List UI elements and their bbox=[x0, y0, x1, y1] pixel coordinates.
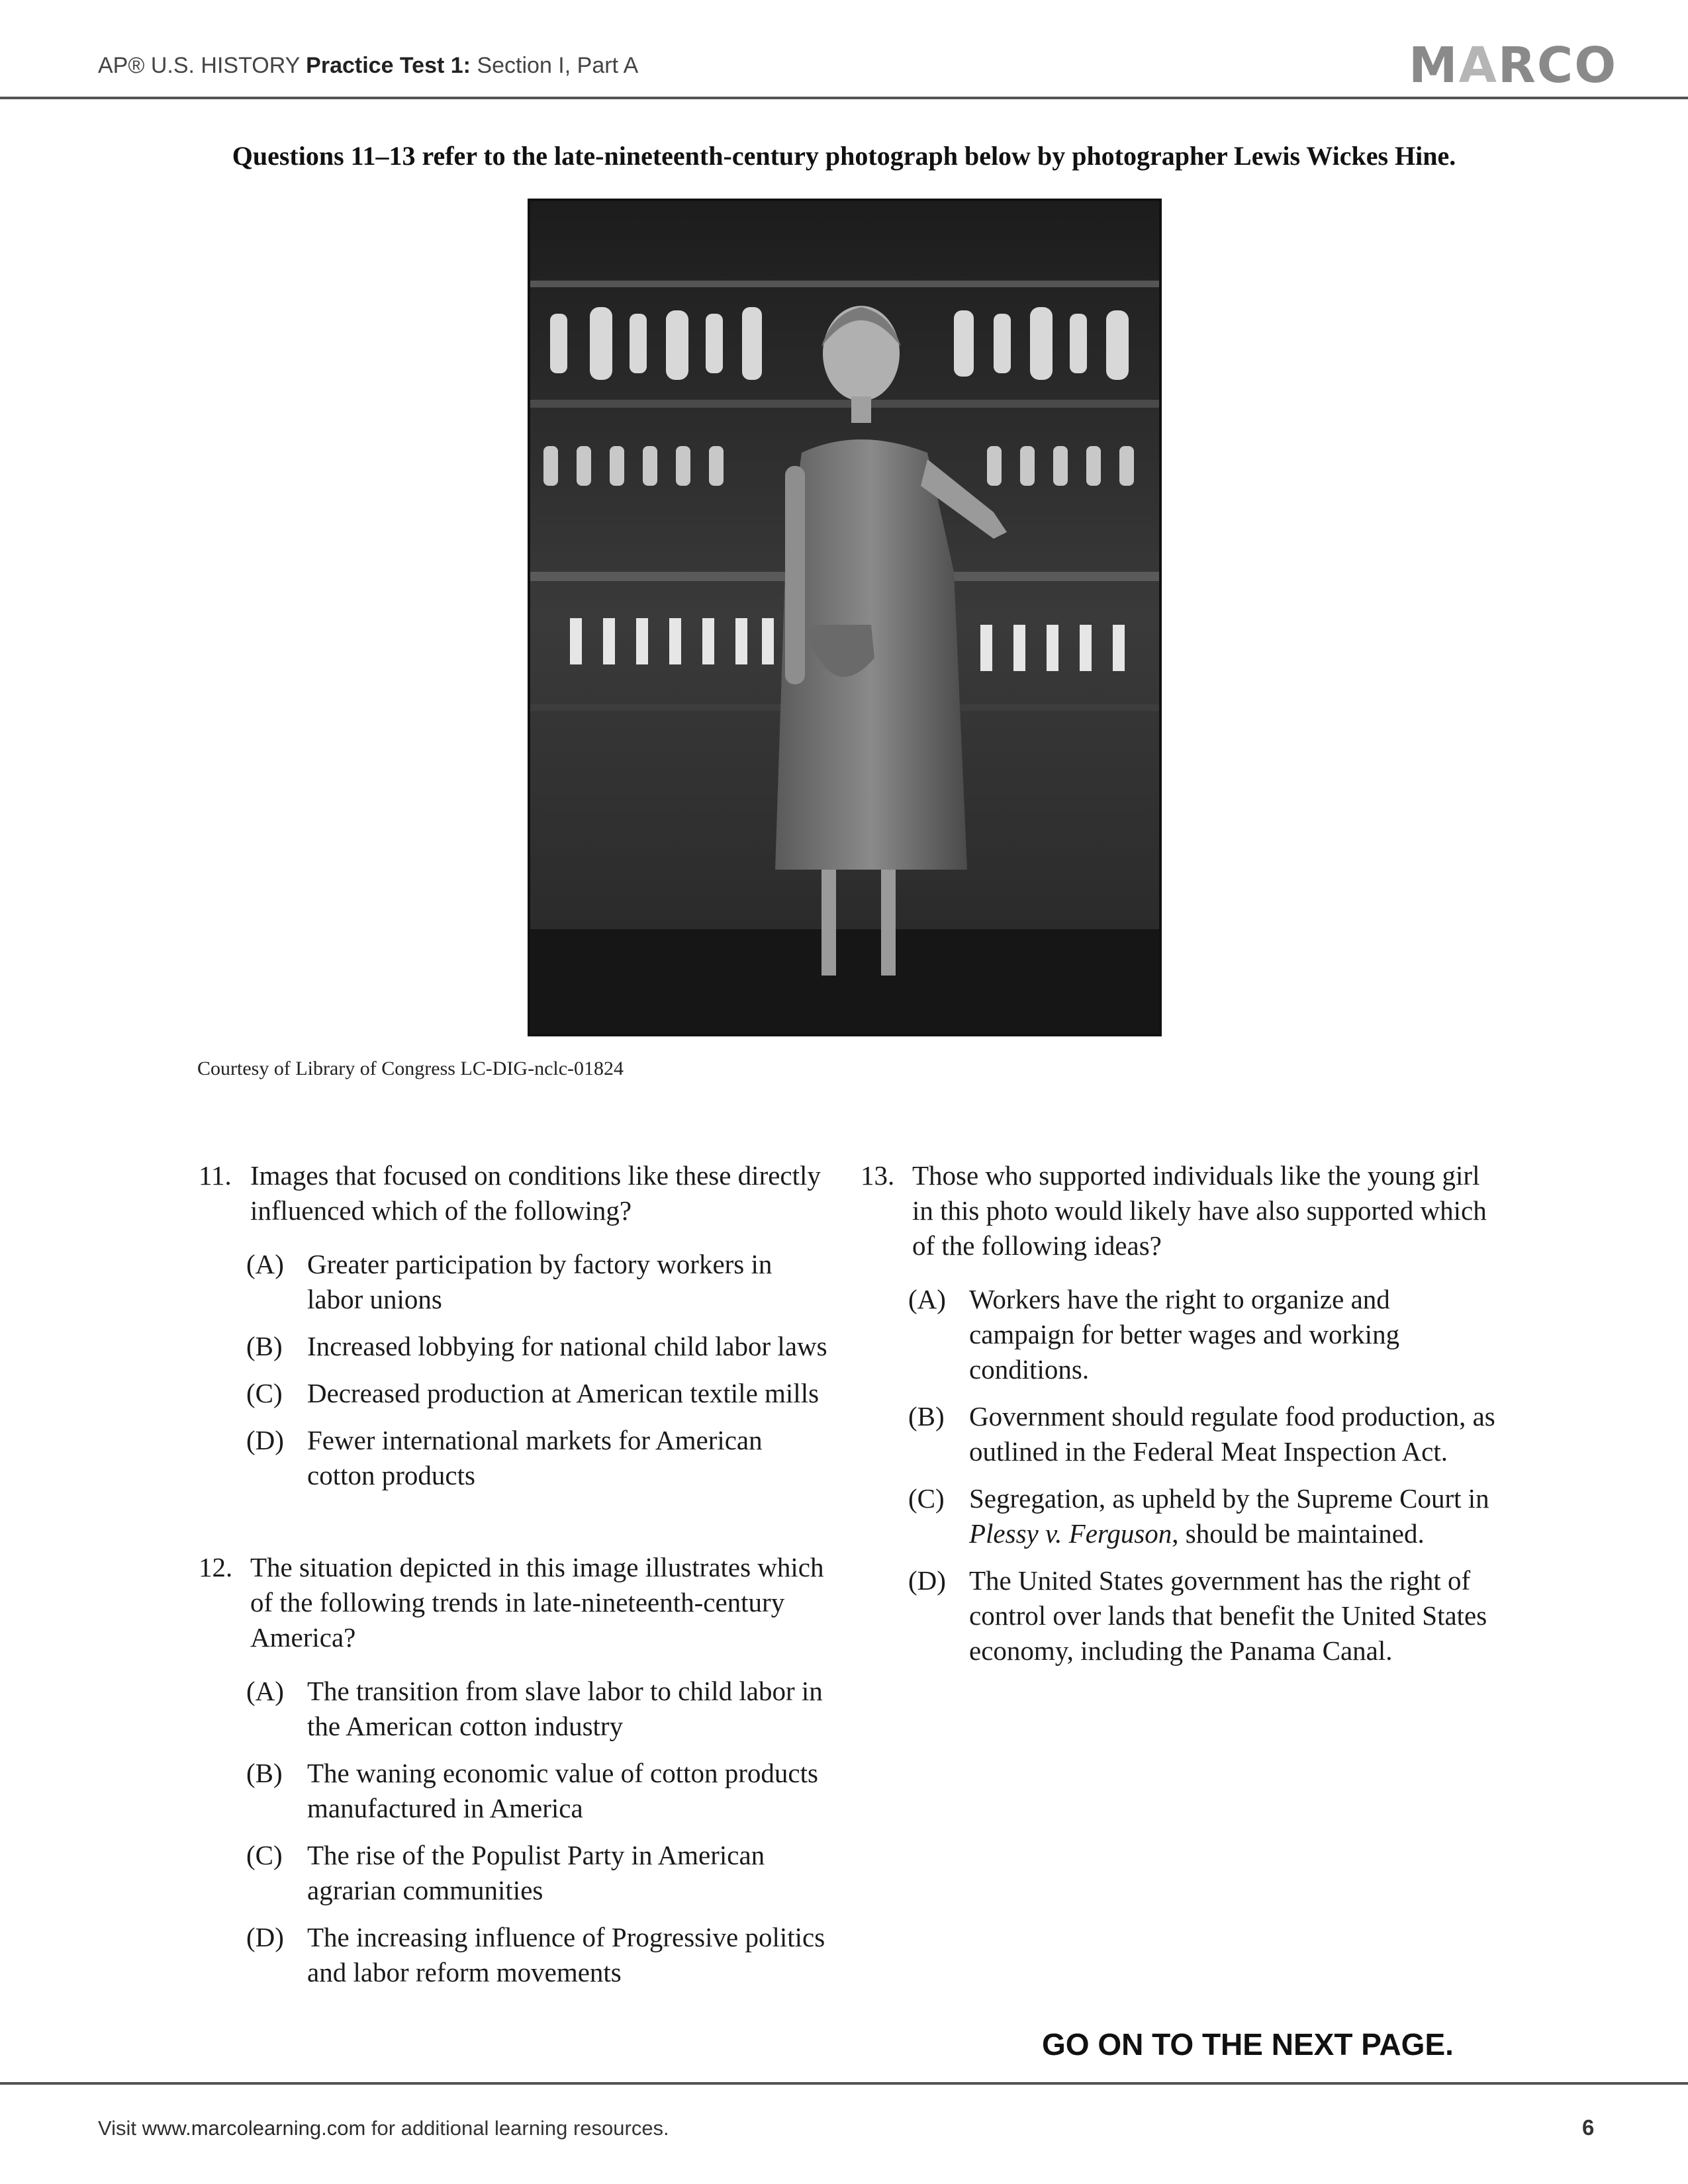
question-12 bbox=[199, 1550, 834, 1655]
answer-option-12d[interactable]: (D) The increasing influence of Progressive politics and labor reform movements bbox=[246, 1922, 825, 1987]
case-name: Plessy v. Ferguson bbox=[969, 1518, 1172, 1549]
question-13 bbox=[861, 1158, 1496, 1263]
question-set-intro: Questions 11–13 refer to the late-nineteenth-century photograph below by photographer Lewis Wickes Hine. bbox=[232, 141, 1456, 171]
page-number: 6 bbox=[1582, 2115, 1595, 2140]
right-column bbox=[861, 1158, 1496, 1680]
header-divider bbox=[0, 97, 1688, 99]
question-stem: Images that focused on conditions like these directly influenced which of the following? bbox=[250, 1160, 821, 1226]
answer-option-13b[interactable]: (B) Government should regulate food production, as outlined in the Federal Meat Inspection Act. bbox=[908, 1401, 1495, 1467]
page-footer: Visit www.marcolearning.com for additional learning resources. bbox=[98, 2116, 669, 2140]
answer-option-12a[interactable]: (A) The transition from slave labor to child labor in the American cotton industry bbox=[246, 1676, 823, 1741]
question-13-options bbox=[861, 1282, 1496, 1668]
answer-option-11b[interactable]: (B) Increased lobbying for national child labor laws bbox=[246, 1331, 827, 1361]
answer-option-12b[interactable]: (B) The waning economic value of cotton products manufactured in America bbox=[246, 1758, 818, 1823]
question-stem: Those who supported individuals like the young girl in this photo would likely have also supported which of the following ideas? bbox=[912, 1160, 1487, 1261]
answer-option-11a[interactable]: (A) Greater participation by factory workers in labor unions bbox=[246, 1249, 773, 1314]
footer-link[interactable]: www.marcolearning.com bbox=[142, 2116, 366, 2140]
question-number: 11. bbox=[199, 1160, 232, 1191]
question-12-options bbox=[199, 1674, 834, 1990]
answer-option-13a[interactable]: (A) Workers have the right to organize and campaign for better wages and working conditions. bbox=[908, 1284, 1400, 1385]
left-column bbox=[199, 1158, 834, 2002]
page-header bbox=[0, 0, 1688, 99]
historical-photograph bbox=[528, 199, 1162, 1036]
answer-option-11c[interactable]: (C) Decreased production at American textile mills bbox=[246, 1378, 820, 1408]
question-11 bbox=[199, 1158, 834, 1228]
answer-option-13c[interactable]: (C) Segregation, as upheld by the Supreme Court in Plessy v. Ferguson, should be maintained. bbox=[908, 1483, 1489, 1549]
photo-caption: Courtesy of Library of Congress LC-DIG-nclc-01824 bbox=[197, 1058, 624, 1079]
header-title bbox=[98, 53, 638, 79]
section-name: Section I, Part A bbox=[477, 53, 639, 78]
question-number: 12. bbox=[199, 1552, 233, 1582]
next-page-notice: GO ON TO THE NEXT PAGE. bbox=[1042, 2027, 1454, 2062]
course-name: AP® U.S. HISTORY bbox=[98, 53, 300, 78]
question-11-options bbox=[199, 1247, 834, 1493]
answer-option-11d[interactable]: (D) Fewer international markets for American cotton products bbox=[246, 1425, 763, 1490]
question-stem: The situation depicted in this image illustrates which of the following trends in late-nineteenth-century America? bbox=[250, 1552, 824, 1653]
question-number: 13. bbox=[861, 1160, 895, 1191]
footer-divider bbox=[0, 2082, 1688, 2085]
test-name: Practice Test 1: bbox=[306, 53, 471, 78]
marco-logo: MARCO bbox=[1409, 37, 1618, 94]
answer-option-13d[interactable]: (D) The United States government has the right of control over lands that benefit the United States economy, including the Panama Canal. bbox=[908, 1565, 1487, 1666]
answer-option-12c[interactable]: (C) The rise of the Populist Party in American agrarian communities bbox=[246, 1840, 765, 1905]
